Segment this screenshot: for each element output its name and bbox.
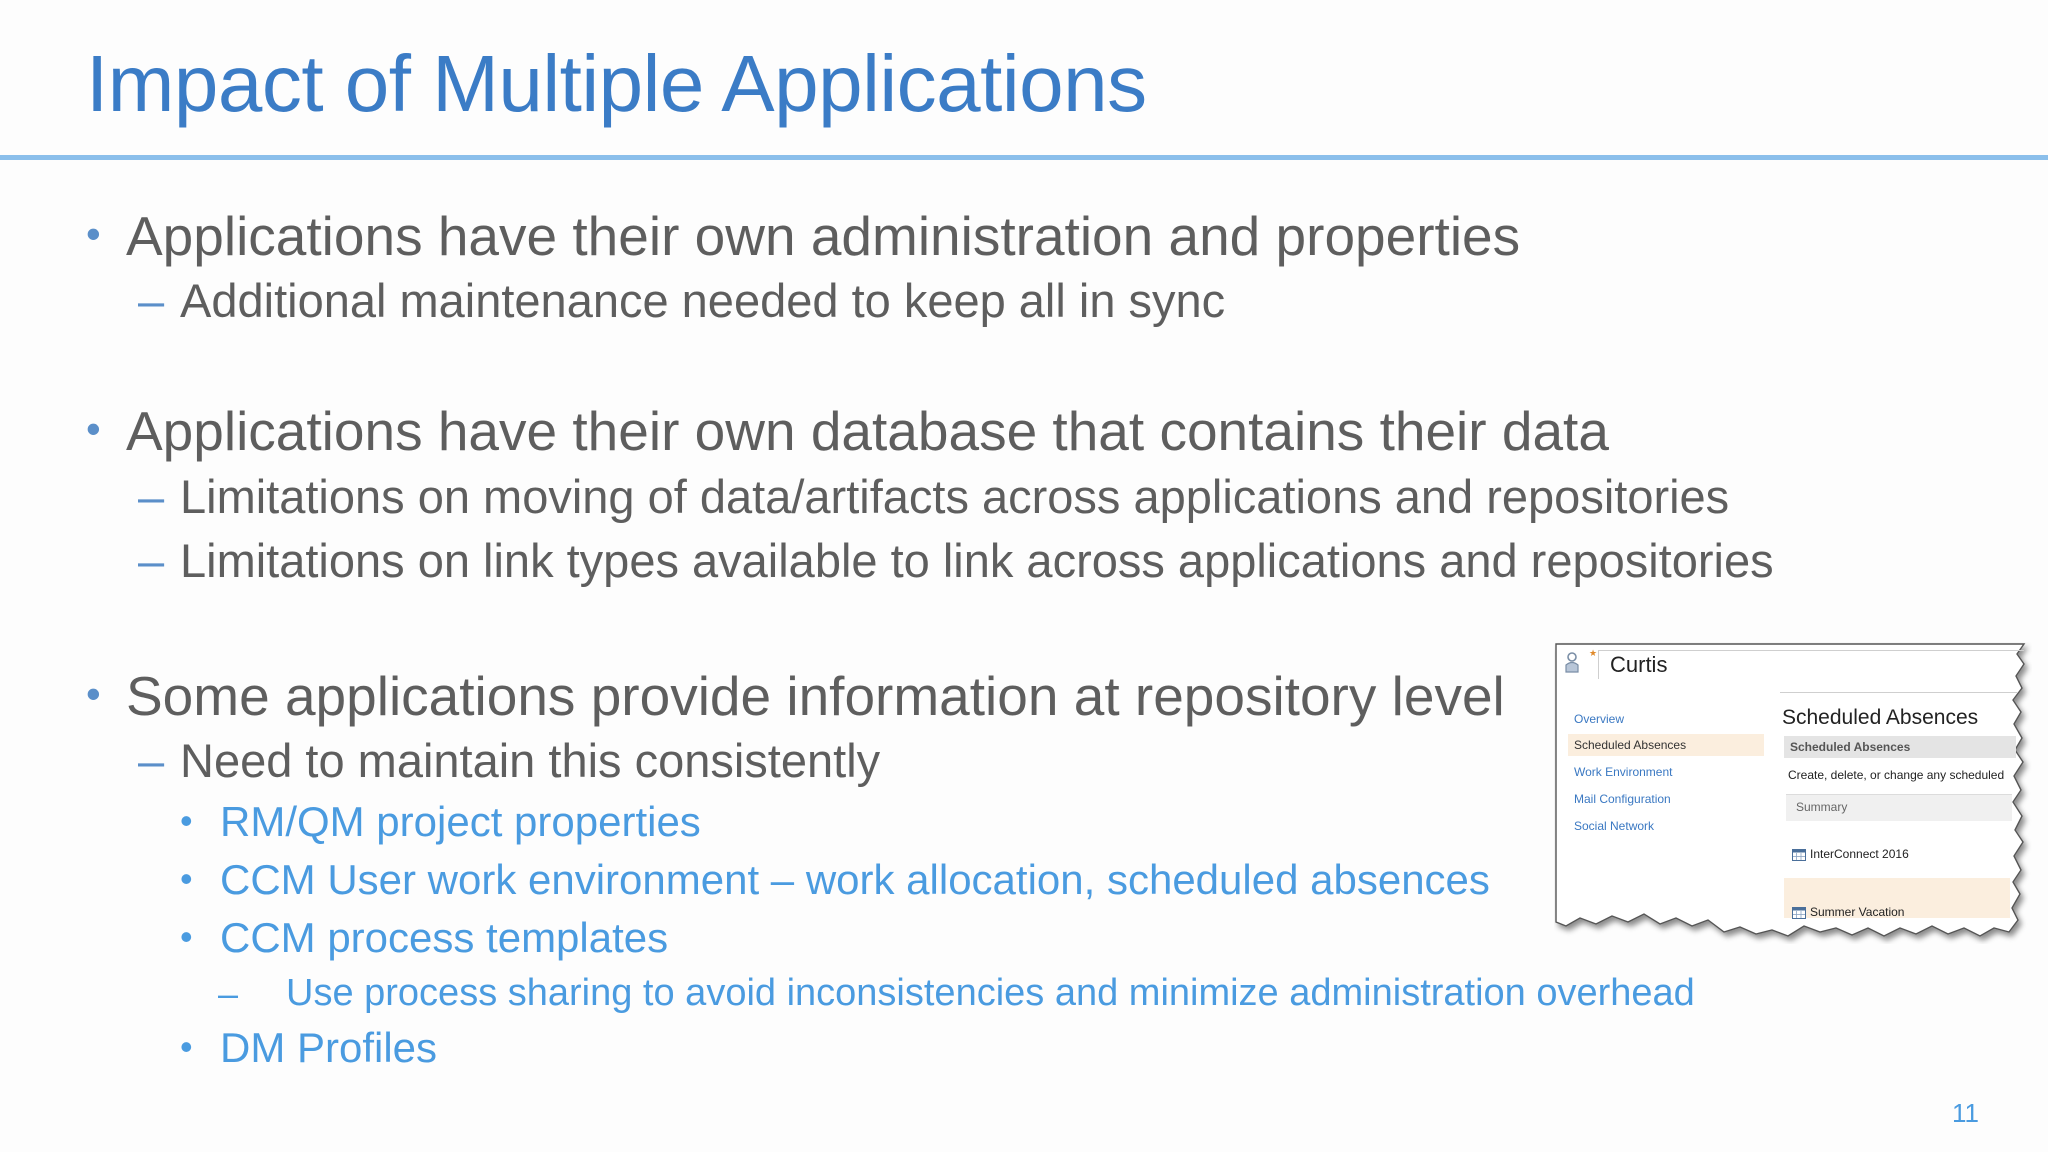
sub-bullet-marker: • xyxy=(180,858,193,899)
nav-item-scheduled-absences[interactable]: Scheduled Absences xyxy=(1574,738,1687,752)
nav-item-work-environment[interactable]: Work Environment xyxy=(1574,765,1673,779)
page-number: 11 xyxy=(1952,1098,1979,1128)
calendar-icon xyxy=(1792,848,1806,861)
bullet-level2-text: Additional maintenance needed to keep all in sync xyxy=(180,274,1226,327)
bullet-level3-text: DM Profiles xyxy=(220,1024,438,1071)
bullet-level3-text: CCM process templates xyxy=(220,914,669,961)
bullet-level2-text: Limitations on link types available to link across applications and repositories xyxy=(180,534,1774,587)
section-header: Scheduled Absences xyxy=(1790,740,1911,754)
panel-title: Scheduled Absences xyxy=(1782,706,1979,729)
absence-row-summer-vacation[interactable]: Summer Vacation xyxy=(1810,905,1905,919)
sub-bullet-marker: • xyxy=(180,916,193,957)
bullet-level4-text: Use process sharing to avoid inconsistencies and minimize administration overhead xyxy=(286,972,1695,1014)
dash-marker: – xyxy=(138,534,165,587)
nav-item-social-network[interactable]: Social Network xyxy=(1574,819,1655,833)
bullet-level1-text: Some applications provide information at repository level xyxy=(126,665,1505,727)
bullet-level1-text: Applications have their own database that contains their data xyxy=(126,400,1609,462)
bullet-level1-text: Applications have their own administration and properties xyxy=(126,205,1521,267)
bullet-level2-text: Limitations on moving of data/artifacts across applications and repositories xyxy=(180,470,1730,523)
bullet-marker: • xyxy=(86,670,101,717)
slide-title: Impact of Multiple Applications xyxy=(86,39,1147,128)
favorite-star-icon[interactable]: ★ xyxy=(1589,648,1598,658)
user-name: Curtis xyxy=(1610,652,1668,677)
person-icon xyxy=(1564,650,1580,674)
bullet-level3-text: CCM User work environment – work allocation, scheduled absences xyxy=(220,856,1490,903)
bullet-marker: • xyxy=(86,210,101,257)
nav-item-overview[interactable]: Overview xyxy=(1574,712,1625,726)
bullet-marker: • xyxy=(86,405,101,452)
absence-row-interconnect[interactable]: InterConnect 2016 xyxy=(1810,847,1909,861)
calendar-icon xyxy=(1792,906,1806,919)
dash-marker: – xyxy=(138,734,165,787)
nav-item-mail-configuration[interactable]: Mail Configuration xyxy=(1574,792,1671,806)
bullet-level3-text: RM/QM project properties xyxy=(220,798,701,845)
section-description: Create, delete, or change any scheduled xyxy=(1788,768,2005,782)
screenshot-inset xyxy=(1554,642,2032,944)
summary-column-header[interactable]: Summary xyxy=(1796,800,1848,814)
title-divider xyxy=(0,155,2048,160)
sub-bullet-marker: • xyxy=(180,1026,193,1067)
bullet-level2-text: Need to maintain this consistently xyxy=(180,734,881,787)
dash-marker: – xyxy=(138,470,165,523)
dash-marker: – xyxy=(138,274,165,327)
sub-bullet-marker: • xyxy=(180,800,193,841)
panel-divider xyxy=(1780,692,2018,693)
sub-dash-marker: – xyxy=(218,973,239,1014)
